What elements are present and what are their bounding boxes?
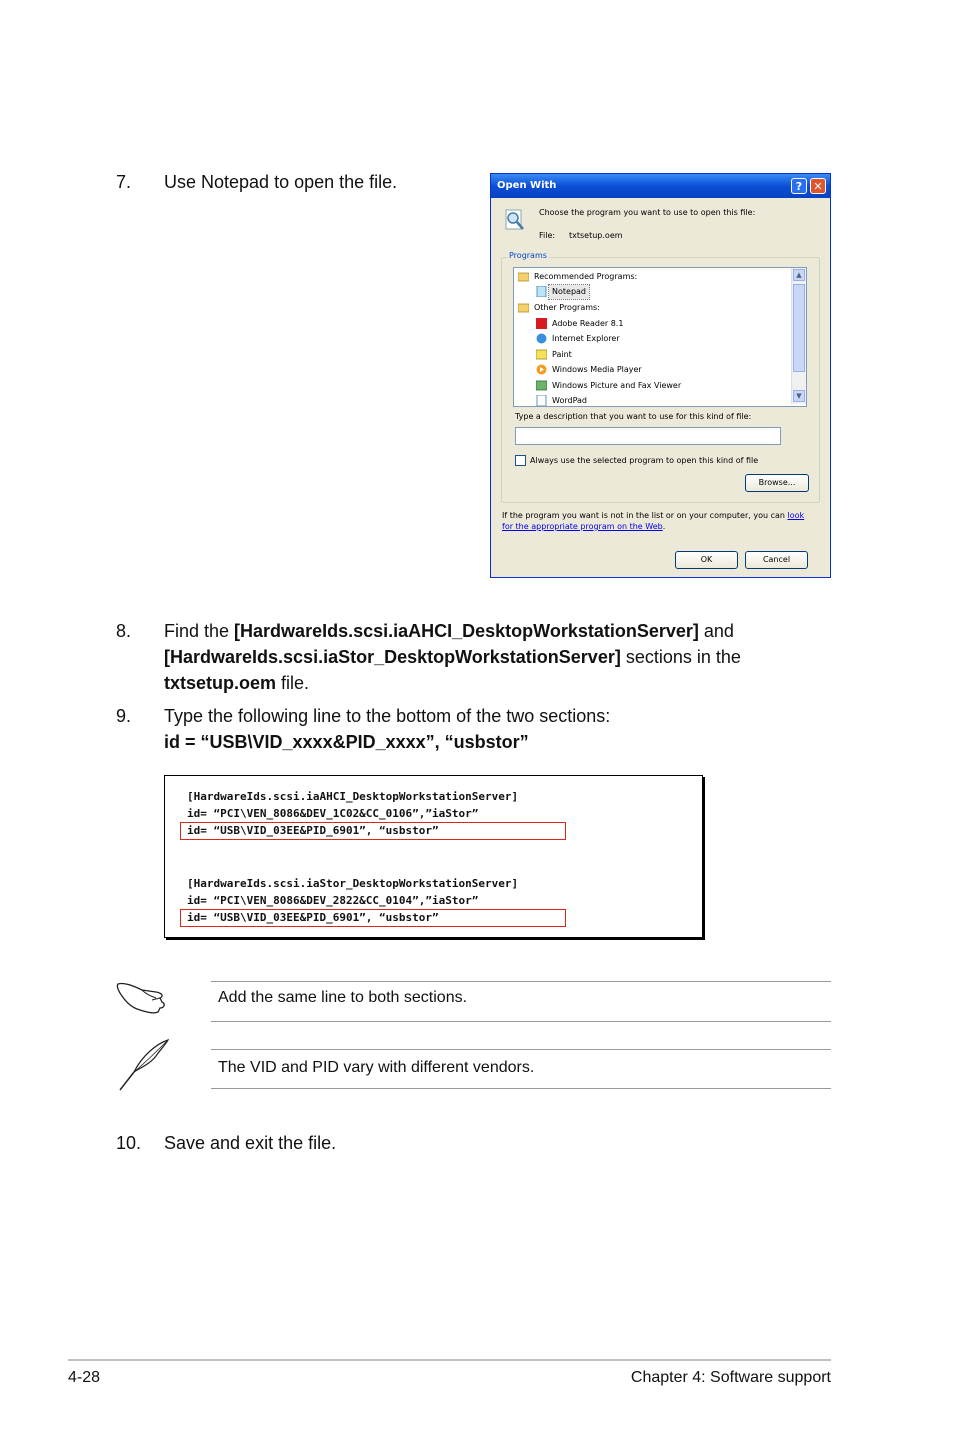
folder-icon — [518, 302, 529, 313]
step-text: Type the following line to the bottom of the two sections: id = “USB\VID_xxxx&PID_xxxx”, “usbstor” — [164, 706, 611, 752]
program-name[interactable]: Windows Media Player — [552, 365, 642, 374]
help-button[interactable]: ? — [791, 178, 807, 194]
dialog-prompt: Choose the program you want to use to open this file: — [539, 208, 756, 217]
program-name[interactable]: Internet Explorer — [552, 334, 620, 343]
code-line: id= “PCI\VEN_8086&DEV_2822&CC_0104”,”iaStor” — [187, 894, 479, 907]
file-label: File: — [539, 231, 556, 240]
step-text: Save and exit the file. — [164, 1133, 337, 1153]
step-number: 10. — [116, 1133, 142, 1153]
open-with-dialog — [490, 173, 831, 578]
info-text: If the program you want is not in the list or on your computer, you can look for the appropriate program on the Web. — [502, 511, 805, 531]
open-with-icon — [503, 208, 527, 232]
code-line: [HardwareIds.scsi.iaAHCI_DesktopWorkstationServer] — [187, 790, 519, 803]
feather-pen-icon — [116, 1038, 172, 1094]
program-notepad[interactable]: Notepad — [549, 285, 589, 299]
program-name[interactable]: Paint — [552, 350, 572, 359]
internet-explorer-icon — [536, 333, 547, 344]
recommended-label: Recommended Programs: — [534, 272, 638, 281]
highlight-box — [180, 909, 566, 927]
note-rule — [211, 1021, 831, 1022]
scroll-down-icon[interactable]: ▼ — [793, 390, 805, 402]
program-name[interactable]: Windows Picture and Fax Viewer — [552, 381, 682, 390]
step-text: Use Notepad to open the file. — [164, 172, 398, 192]
step-7 — [116, 169, 476, 195]
picture-viewer-icon — [536, 380, 547, 391]
section-name: [HardwareIds.scsi.iaStor_DesktopWorkstationServer] — [164, 647, 621, 667]
step-number: 9. — [116, 706, 132, 726]
chapter-title: Chapter 4: Software support — [630, 1369, 831, 1386]
description-label: Type a description that you want to use for this kind of file: — [515, 412, 752, 421]
close-button[interactable]: ✕ — [810, 178, 826, 194]
page-number: 4-28 — [68, 1369, 101, 1386]
paint-icon — [536, 349, 547, 360]
wordpad-icon — [536, 395, 547, 406]
adobe-reader-icon — [536, 318, 547, 329]
ok-button[interactable]: OK — [675, 551, 738, 569]
step-number: 7. — [116, 172, 132, 192]
step-10 — [116, 1130, 516, 1156]
note-rule — [211, 981, 831, 982]
code-line: id = “USB\VID_xxxx&PID_xxxx”, “usbstor” — [164, 732, 529, 752]
note-rule — [211, 1088, 831, 1089]
file-name: txtsetup.oem — [569, 231, 623, 240]
notepad-icon — [536, 286, 547, 297]
code-line: id= “USB\VID_03EE&PID_6901”, “usbstor” — [187, 824, 439, 837]
checkbox-label: Always use the selected program to open this kind of file — [530, 456, 759, 465]
list-scrollbar[interactable] — [791, 268, 806, 404]
step-9 — [116, 703, 836, 757]
note-text: Add the same line to both sections. — [218, 989, 468, 1006]
step-text: Find the [HardwareIds.scsi.iaAHCI_DesktopWorkstationServer] and [HardwareIds.scsi.iaStor_DesktopWorkstationServer] sections in the txtsetup.oem file. — [164, 621, 741, 693]
section-name: [HardwareIds.scsi.iaAHCI_DesktopWorkstationServer] — [234, 621, 699, 641]
description-input[interactable] — [515, 427, 781, 445]
code-box — [164, 775, 703, 938]
footer-rule — [68, 1359, 831, 1361]
step-8 — [116, 618, 836, 698]
dialog-titlebar — [491, 174, 830, 198]
web-link[interactable]: for the appropriate program on the Web — [502, 522, 663, 531]
look-link[interactable]: look — [787, 511, 805, 520]
scroll-up-icon[interactable]: ▲ — [793, 269, 805, 281]
highlight-box — [180, 822, 566, 840]
other-programs-label: Other Programs: — [534, 303, 600, 312]
dialog-title: Open With — [497, 180, 557, 191]
note-rule — [211, 1049, 831, 1050]
code-line: id= “PCI\VEN_8086&DEV_1C02&CC_0106”,”iaStor” — [187, 807, 479, 820]
folder-icon — [518, 271, 529, 282]
note-text: The VID and PID vary with different vendors. — [218, 1059, 535, 1076]
programs-group-label: Programs — [509, 251, 547, 260]
code-line: [HardwareIds.scsi.iaStor_DesktopWorkstationServer] — [187, 877, 519, 890]
programs-list[interactable] — [513, 267, 807, 407]
scroll-thumb[interactable] — [793, 284, 805, 372]
program-name[interactable]: Adobe Reader 8.1 — [552, 319, 624, 328]
hand-icon — [116, 976, 172, 1016]
code-line: id= “USB\VID_03EE&PID_6901”, “usbstor” — [187, 911, 439, 924]
always-use-checkbox[interactable] — [515, 455, 526, 466]
cancel-button[interactable]: Cancel — [745, 551, 808, 569]
program-name[interactable]: WordPad — [552, 396, 588, 405]
browse-button[interactable]: Browse... — [745, 474, 809, 492]
file-name: txtsetup.oem — [164, 673, 277, 693]
step-number: 8. — [116, 621, 132, 641]
media-player-icon — [536, 364, 547, 375]
